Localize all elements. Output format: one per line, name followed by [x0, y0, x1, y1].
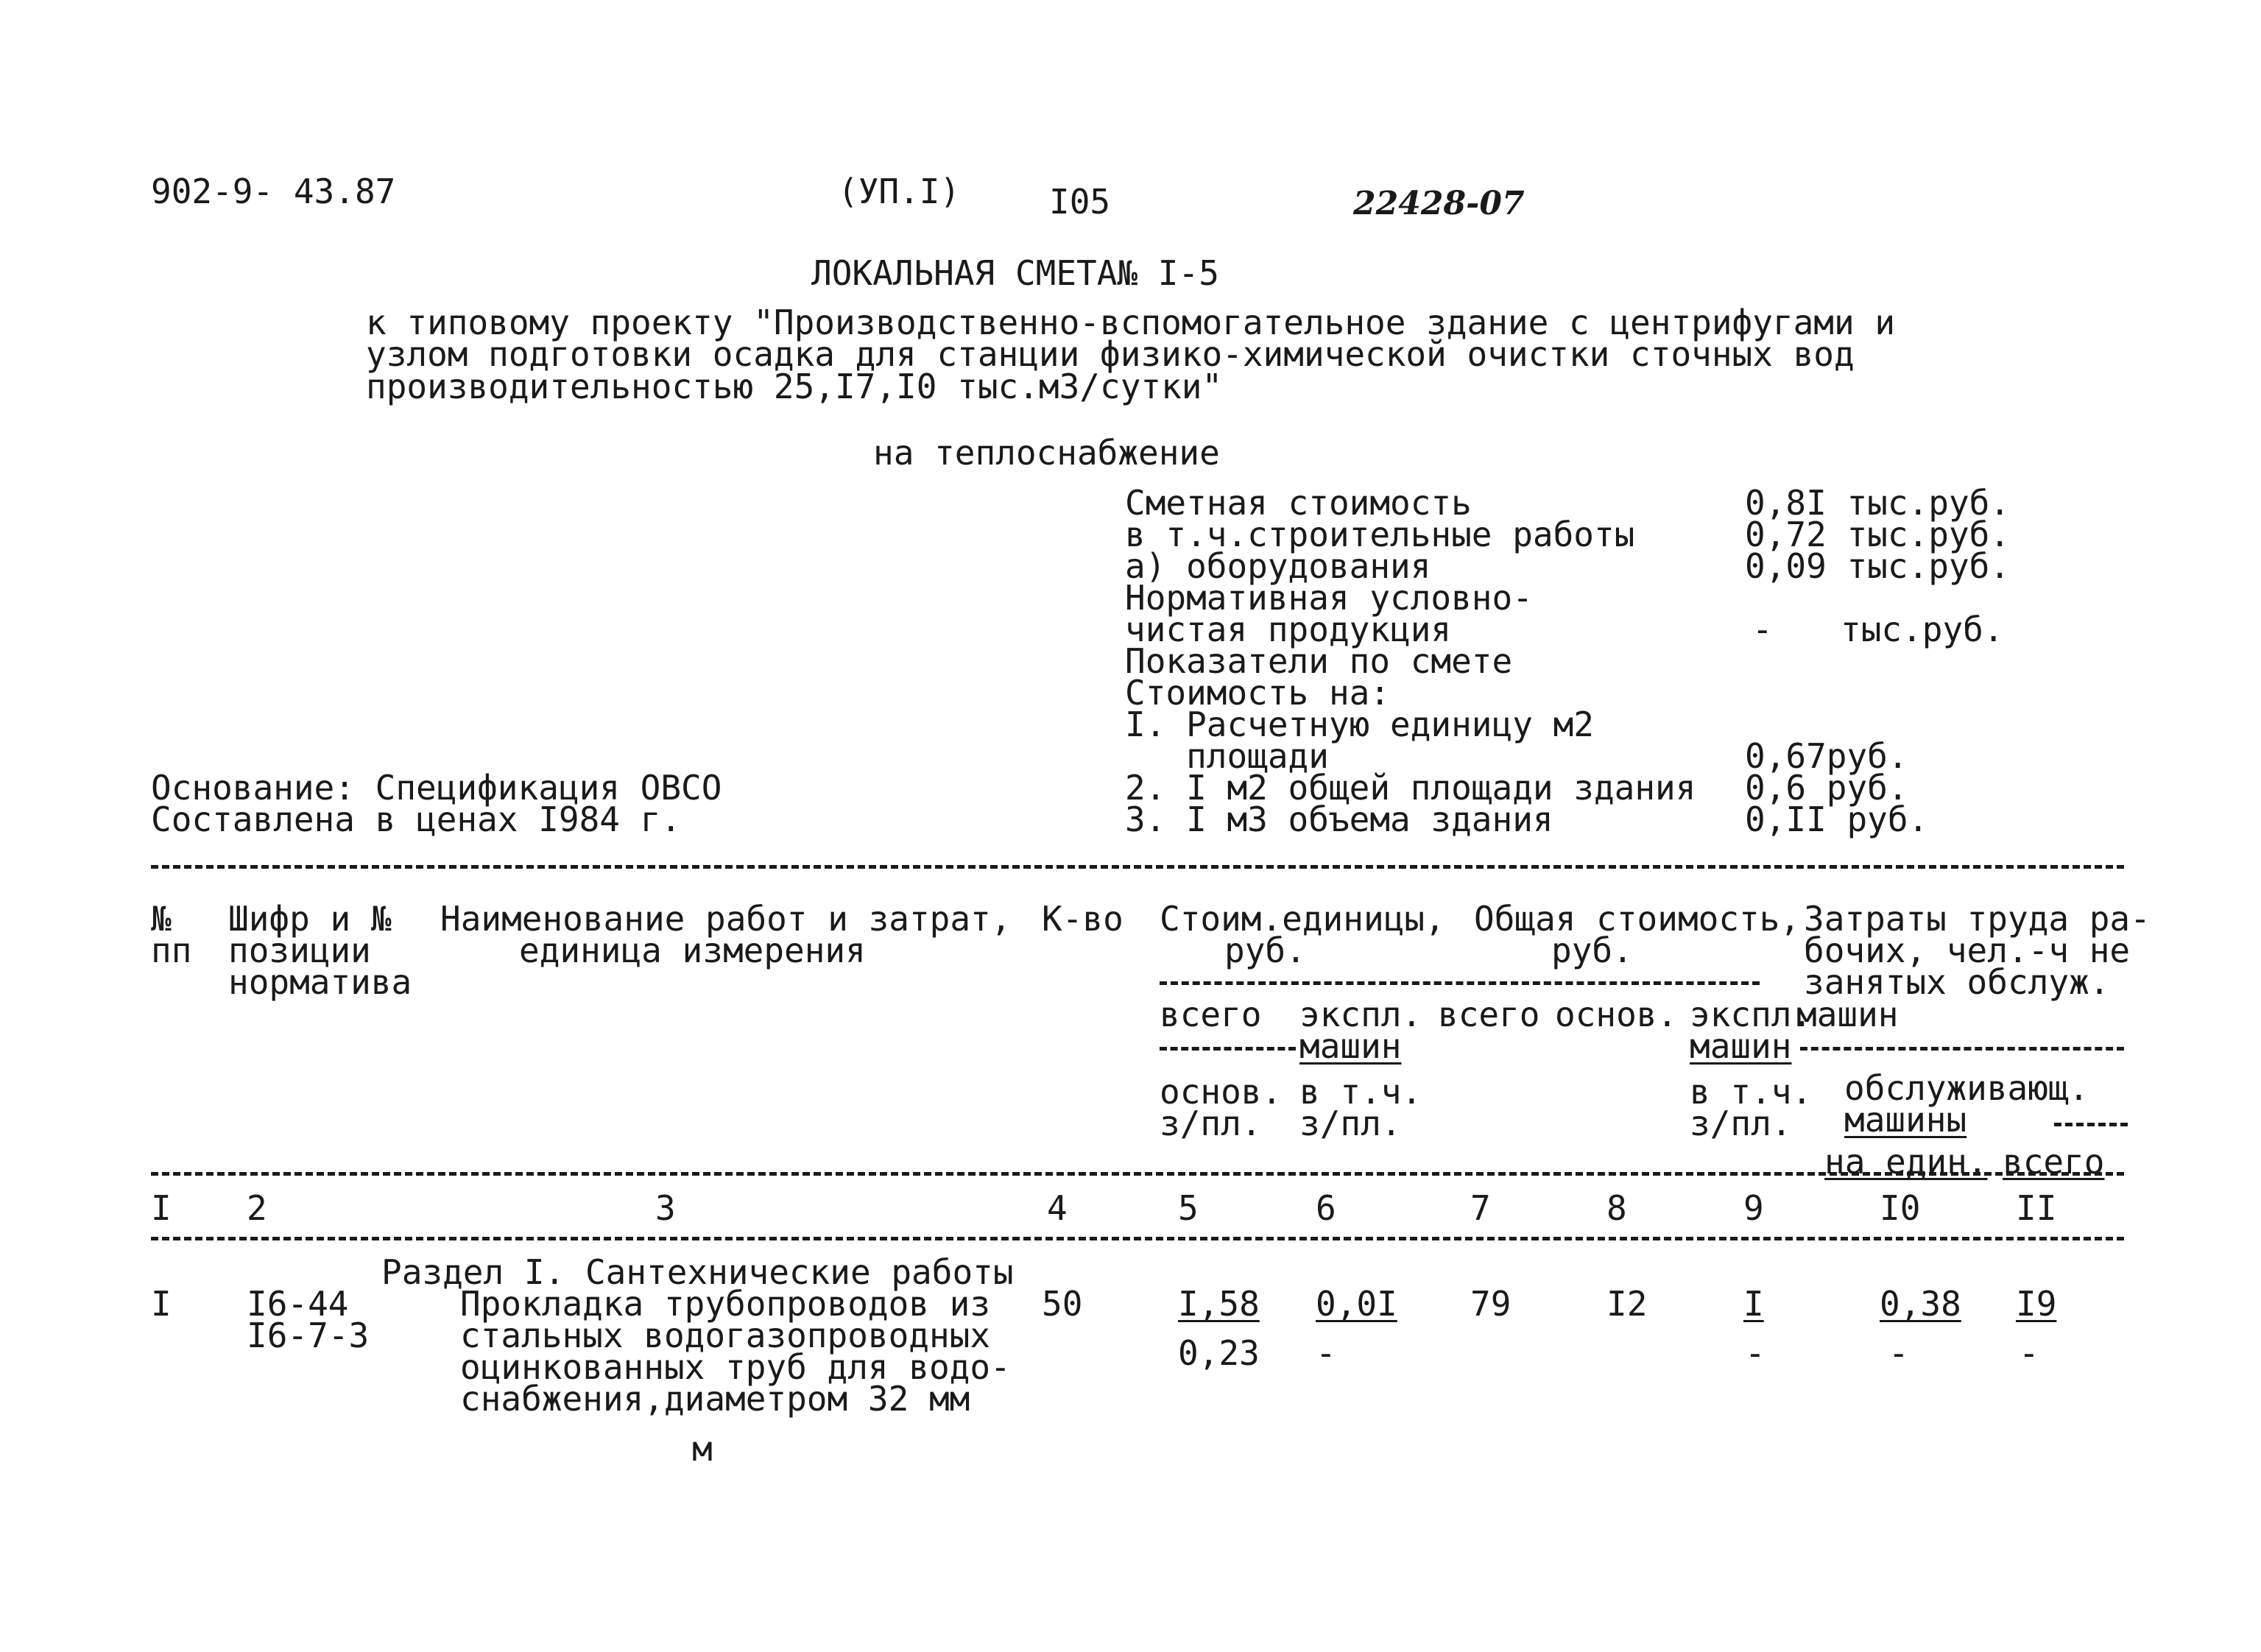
header-incl-pay-1: в т.ч.: [1299, 1072, 1422, 1112]
net-output-dash: -: [1752, 610, 1773, 649]
row-unit-machines-pay: -: [1316, 1333, 1336, 1373]
column-number: I: [151, 1188, 172, 1228]
net-output-unit: тыс.руб.: [1841, 610, 2004, 649]
row-total-machines: I: [1743, 1284, 1764, 1324]
column-number: 4: [1047, 1188, 1068, 1228]
cost-line: чистая продукция: [1125, 610, 1452, 649]
header-num: пп: [151, 931, 192, 970]
row-labor-per-unit-machines: -: [1888, 1333, 1909, 1373]
row-num: I: [151, 1284, 172, 1324]
header-total-cost: руб.: [1551, 931, 1633, 970]
cost-per-m3-value: 0,II руб.: [1745, 799, 1929, 839]
estimate-title: ЛОКАЛЬНАЯ СМЕТА№ I-5: [811, 253, 1219, 293]
cost-line: в т.ч.строительные работы: [1125, 515, 1635, 554]
header-num: №: [151, 899, 172, 939]
cost-construction-value: 0,72 тыс.руб.: [1745, 515, 2011, 554]
row-name-line: стальных водогазопроводных: [460, 1316, 991, 1355]
row-code: I6-44: [247, 1284, 349, 1324]
cost-line: Нормативная условно-: [1125, 578, 1533, 618]
row-total-base: I2: [1606, 1284, 1648, 1324]
column-number: 2: [247, 1188, 267, 1228]
header-name: единица измерения: [519, 931, 866, 970]
header-incl-pay-2: в т.ч.: [1690, 1072, 1813, 1112]
header-machines-1: машин: [1299, 1026, 1402, 1066]
column-number: I0: [1880, 1188, 1921, 1228]
header-serving-machines: машины: [1844, 1100, 1967, 1140]
row-name-line: снабжения,диаметром 32 мм: [460, 1379, 970, 1419]
header-serving: обслуживающ.: [1844, 1068, 2089, 1108]
handwritten-number: 22428-07: [1353, 185, 1525, 222]
header-machines-word: машин: [1796, 995, 1899, 1034]
table-top-rule: [151, 865, 2124, 869]
header-labor: занятых обслуж.: [1804, 962, 2110, 1002]
row-total: 79: [1470, 1284, 1512, 1324]
header-subrule: [1160, 1047, 1296, 1051]
document-code: 902-9- 43.87: [151, 172, 396, 211]
cost-line: 3. I м3 объема здания: [1125, 799, 1553, 839]
row-unit: м: [692, 1429, 713, 1469]
header-all-1: всего: [1160, 995, 1262, 1034]
row-labor-total: I9: [2016, 1284, 2057, 1324]
cost-line: 2. I м2 общей площади здания: [1125, 768, 1696, 808]
column-number: 6: [1316, 1188, 1336, 1228]
header-base-2: основ.: [1555, 995, 1678, 1034]
column-number: II: [2016, 1188, 2057, 1228]
header-exp-2: экспл.: [1690, 995, 1813, 1034]
row-unit-machines: 0,0I: [1316, 1284, 1397, 1324]
header-base-pay: основ.: [1160, 1072, 1283, 1112]
row-name-line: Прокладка трубопроводов из: [460, 1284, 991, 1324]
header-unit-cost: Стоим.единицы,: [1160, 899, 1445, 939]
row-total-machines-pay: -: [1745, 1333, 1766, 1373]
column-number: 8: [1606, 1188, 1627, 1228]
cost-line: I. Расчетную единицу м2: [1125, 705, 1594, 744]
header-per-unit: на един.: [1824, 1142, 1988, 1182]
column-numbers-rule: [151, 1237, 2124, 1240]
column-number: 3: [655, 1188, 676, 1228]
header-incl-pay-1: з/пл.: [1299, 1104, 1402, 1143]
header-total-cost: Общая стоимость,: [1474, 899, 1801, 939]
page-number: I05: [1049, 182, 1111, 222]
basis-line: Основание: Спецификация ОВСО: [151, 768, 722, 808]
row-qty: 50: [1042, 1284, 1083, 1324]
project-line-2: узлом подготовки осадка для станции физико-химической очистки сточных вод: [366, 334, 1855, 374]
row-name-line: оцинкованных труб для водо-: [460, 1347, 1011, 1387]
section-title: Раздел I. Сантехнические работы: [381, 1252, 1014, 1292]
row-code: I6-7-3: [247, 1316, 370, 1355]
row-unit-base-pay: 0,23: [1178, 1333, 1260, 1373]
header-base-pay: з/пл.: [1160, 1104, 1262, 1143]
estimate-subject: на теплоснабжение: [873, 433, 1220, 473]
header-subrule: [2054, 1123, 2128, 1126]
header-labor: бочих, чел.-ч не: [1804, 931, 2131, 970]
header-labor: Затраты труда ра-: [1804, 899, 2151, 939]
header-subrule: [1800, 1047, 2124, 1051]
cost-per-unit-value: 0,67руб.: [1745, 736, 1908, 776]
header-unit-cost: руб.: [1224, 931, 1306, 970]
header-qty: К-во: [1042, 899, 1124, 939]
project-line-3: производительностью 25,I7,I0 тыс.м3/сутки": [366, 367, 1223, 406]
cost-line: а) оборудования: [1125, 546, 1431, 586]
column-number: 9: [1743, 1188, 1764, 1228]
cost-total-value: 0,8I тыс.руб.: [1745, 483, 2011, 523]
header-exp-1: экспл.: [1299, 995, 1422, 1034]
header-code: Шифр и №: [228, 899, 392, 939]
header-subrule: [1160, 981, 1760, 985]
cost-per-m2-value: 0,6 руб.: [1745, 768, 1908, 808]
album-number: (УП.I): [838, 172, 961, 211]
header-total: всего: [2003, 1142, 2105, 1182]
column-number: 7: [1470, 1188, 1491, 1228]
header-machines-2: машин: [1690, 1026, 1792, 1066]
header-name: Наименование работ и затрат,: [440, 899, 1012, 939]
header-incl-pay-2: з/пл.: [1690, 1104, 1792, 1143]
row-labor-per-unit: 0,38: [1880, 1284, 1961, 1324]
cost-equipment-value: 0,09 тыс.руб.: [1745, 546, 2011, 586]
header-code: позиции: [228, 931, 371, 970]
cost-line: Сметная стоимость: [1125, 483, 1472, 523]
row-labor-total-machines: -: [2019, 1333, 2039, 1373]
header-all-2: всего: [1438, 995, 1540, 1034]
row-unit-total: I,58: [1178, 1284, 1260, 1324]
project-line-1: к типовому проекту "Производственно-вспомогательное здание с центрифугами и: [366, 303, 1896, 342]
column-number: 5: [1178, 1188, 1199, 1228]
cost-line: Показатели по смете: [1125, 641, 1513, 681]
cost-line: площади: [1125, 736, 1329, 776]
prices-line: Составлена в ценах I984 г.: [151, 799, 682, 839]
header-code: норматива: [228, 962, 412, 1002]
cost-line: Стоимость на:: [1125, 673, 1391, 713]
